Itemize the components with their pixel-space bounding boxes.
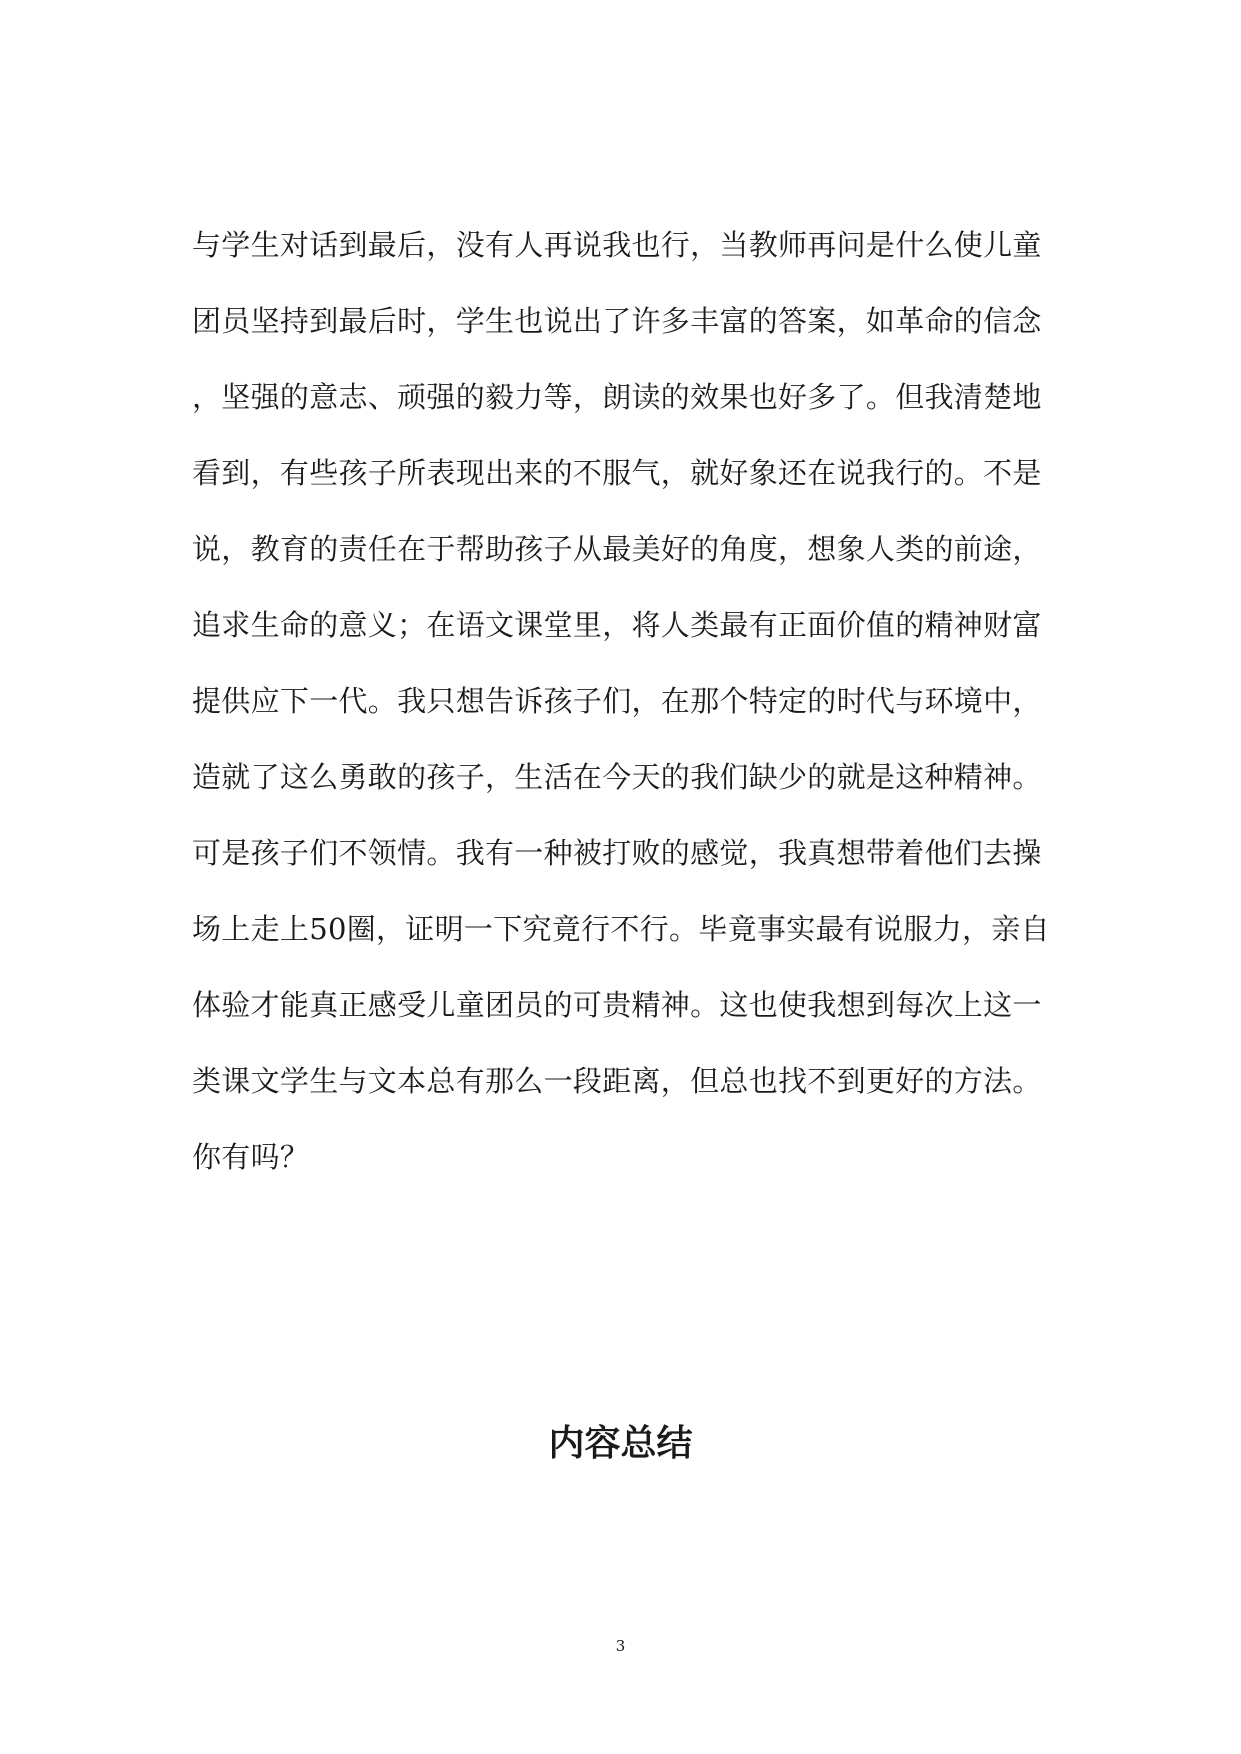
text-line: 可是孩子们不领情。我有一种被打败的感觉，我真想带着他们去操 [192,836,1042,870]
text-line: 团员坚持到最后时，学生也说出了许多丰富的答案，如革命的信念 [192,304,1042,338]
summary-heading: 内容总结 [548,1422,693,1464]
text-line: 提供应下一代。我只想告诉孩子们，在那个特定的时代与环境中， [192,684,1042,718]
text-line: 看到，有些孩子所表现出来的不服气，就好象还在说我行的。不是 [192,456,1042,490]
text-line: 造就了这么勇敢的孩子，生活在今天的我们缺少的就是这种精神。 [192,760,1042,794]
text-line: 追求生命的意义；在语文课堂里，将人类最有正面价值的精神财富 [192,608,1042,642]
text-line: 与学生对话到最后，没有人再说我也行，当教师再问是什么使儿童 [192,228,1042,262]
body-paragraph [192,224,1052,1212]
text-line: ，坚强的意志、顽强的毅力等，朗读的效果也好多了。但我清楚地 [192,380,1042,414]
text-line: 说，教育的责任在于帮助孩子从最美好的角度，想象人类的前途， [192,532,1042,566]
text-line: 场上走上50圈，证明一下究竟行不行。毕竟事实最有说服力，亲自 [192,912,1050,946]
text-line: 你有吗？ [192,1140,310,1174]
text-line: 类课文学生与文本总有那么一段距离，但总也找不到更好的方法。 [192,1064,1042,1098]
text-line: 体验才能真正感受儿童团员的可贵精神。这也使我想到每次上这一 [192,988,1042,1022]
page-number: 3 [615,1637,626,1655]
